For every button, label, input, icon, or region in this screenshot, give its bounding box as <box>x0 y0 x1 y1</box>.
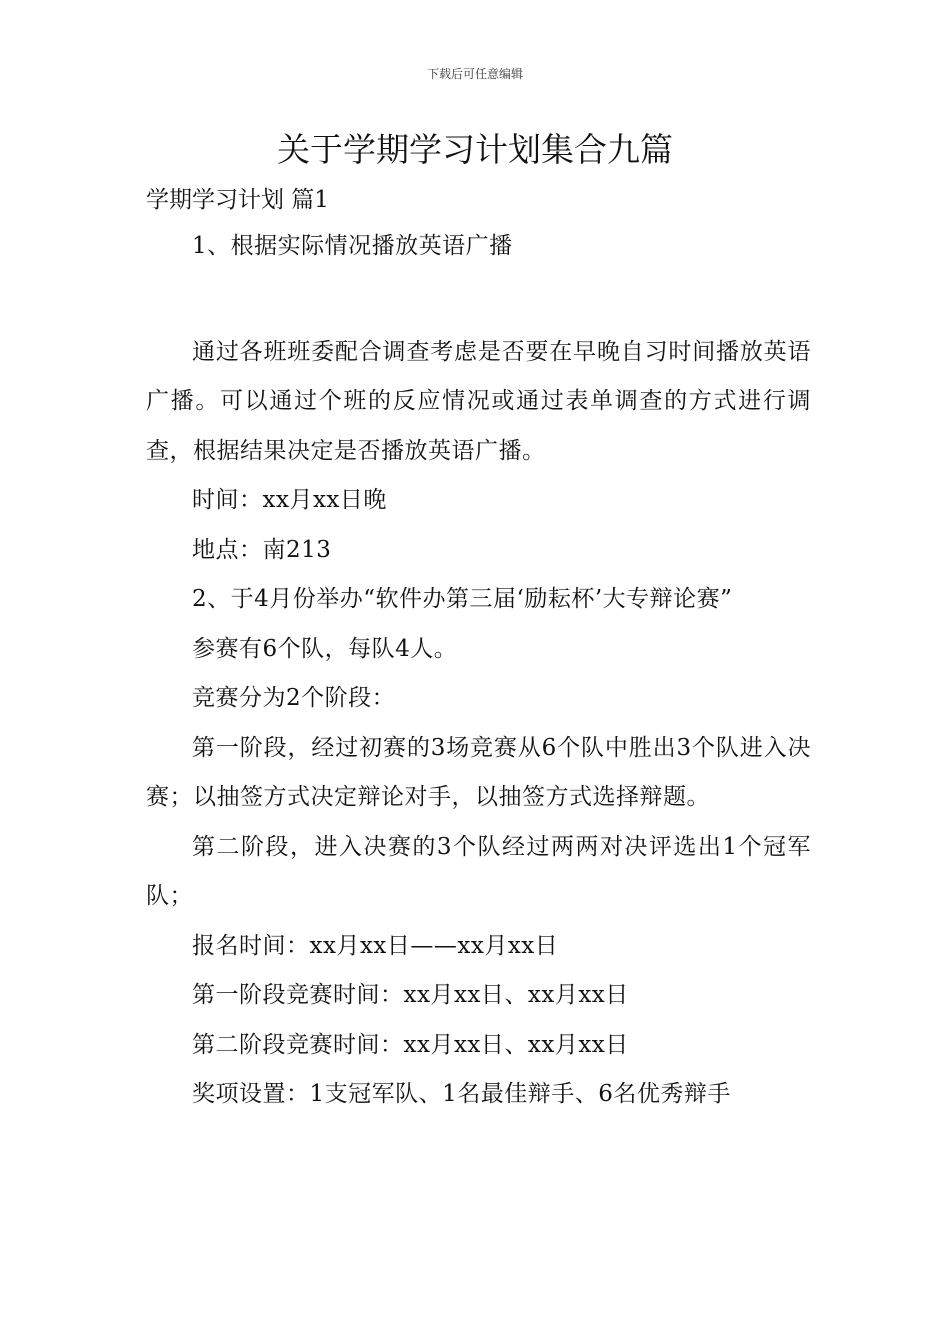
paragraph-stage-one: 第一阶段，经过初赛的3场竞赛从6个队中胜出3个队进入决赛；以抽签方式决定辩论对手，以抽签方式选择辩题。 <box>146 734 811 810</box>
paragraph-teams: 参赛有6个队，每队4人。 <box>192 635 458 662</box>
paragraph-stage-two-time: 第二阶段竞赛时间：xx月xx日、xx月xx日 <box>192 1031 629 1058</box>
paragraph-stage-one-time: 第一阶段竞赛时间：xx月xx日、xx月xx日 <box>192 982 629 1008</box>
document-title: 关于学期学习计划集合九篇 <box>277 130 673 169</box>
paragraph-gap <box>146 272 811 328</box>
paragraph-item-2: 2、于4月份举办“软件办第三届‘励耘杯’大专辩论赛” <box>192 586 733 612</box>
paragraph-awards: 奖项设置：1支冠军队、1名最佳辩手、6名优秀辩手 <box>192 1081 731 1107</box>
header-note: 下载后可任意编辑 <box>426 67 523 81</box>
section-heading: 学期学习计划 篇1 <box>146 187 329 213</box>
paragraph-item-1: 1、根据实际情况播放英语广播 <box>192 233 513 259</box>
paragraph-stages: 竞赛分为2个阶段： <box>192 685 396 711</box>
paragraph-location: 地点：南213 <box>192 536 332 563</box>
document-body <box>146 178 811 1120</box>
paragraph-time: 时间：xx月xx日晚 <box>192 487 387 513</box>
paragraph-stage-two: 第二阶段，进入决赛的3个队经过两两对决评选出1个冠军队； <box>146 833 811 909</box>
paragraph-broadcast-survey: 通过各班班委配合调查考虑是否要在早晚自习时间播放英语广播。可以通过个班的反应情况或通过表单调查的方式进行调查，根据结果决定是否播放英语广播。 <box>146 338 811 464</box>
paragraph-registration-time: 报名时间：xx月xx日——xx月xx日 <box>192 932 559 959</box>
